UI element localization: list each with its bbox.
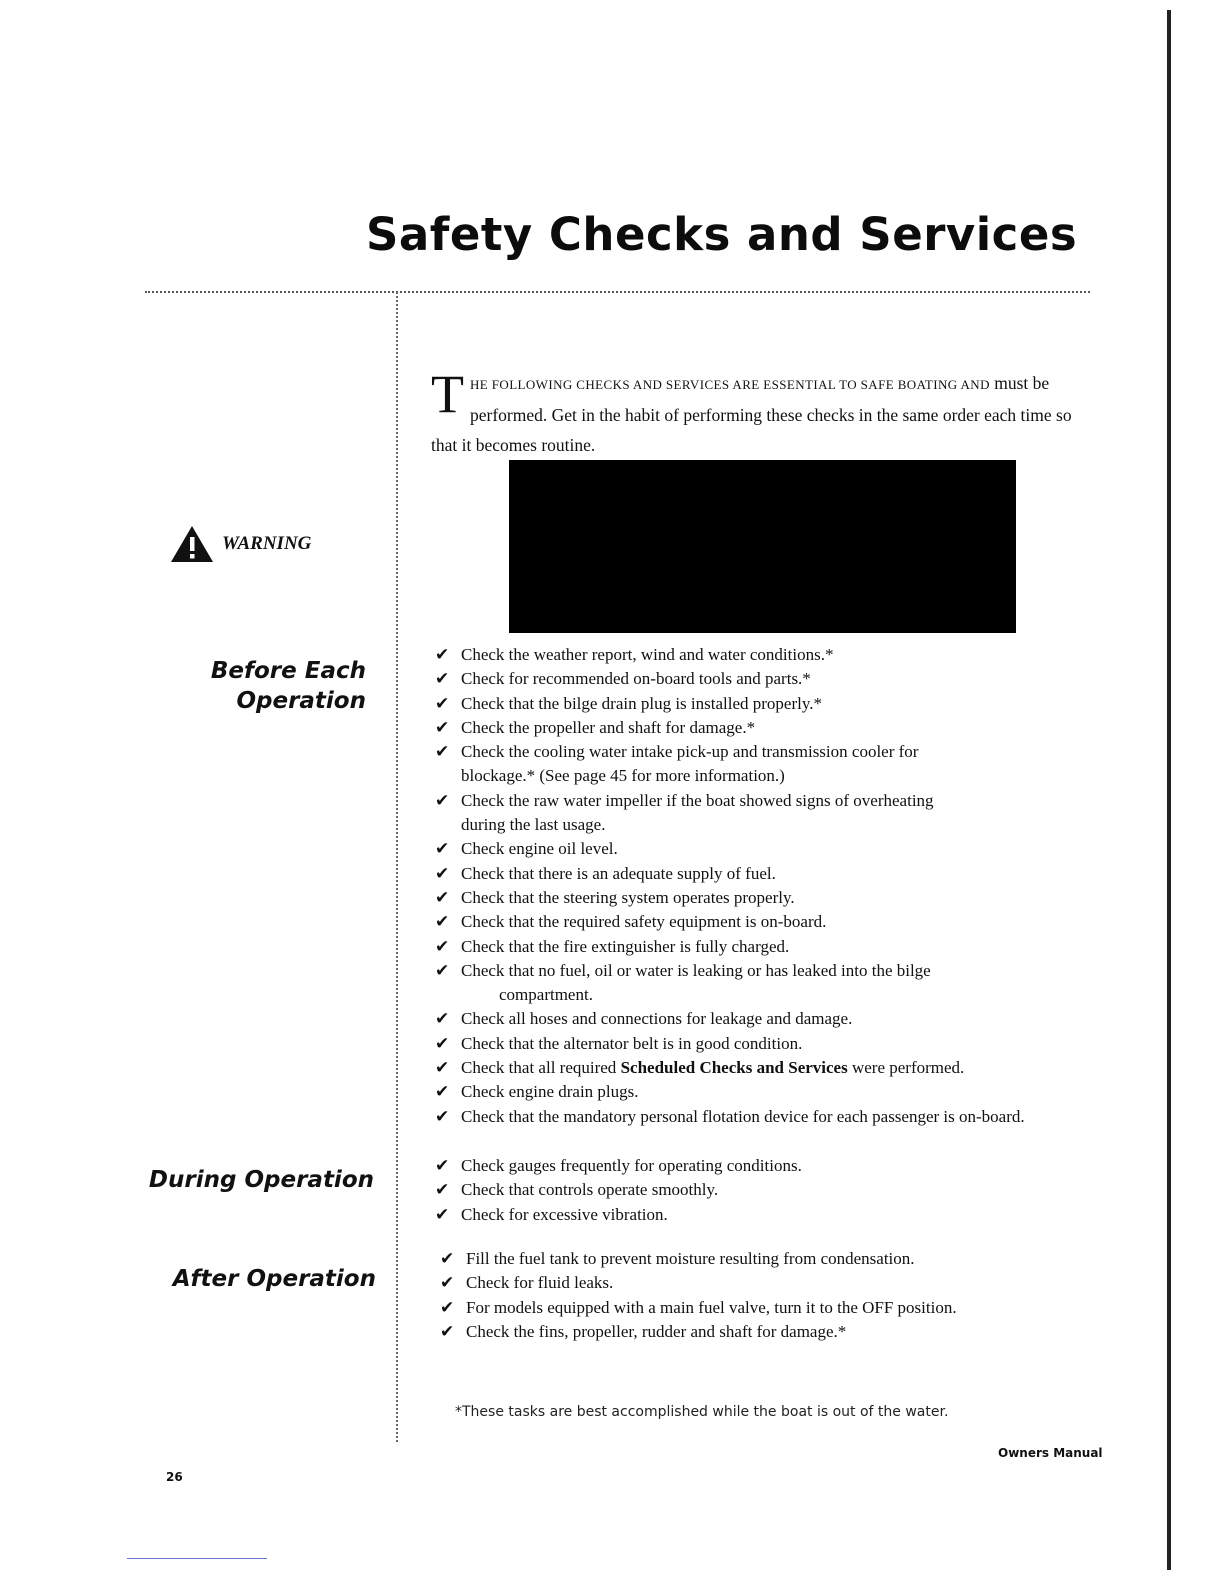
list-item: ✔ Check the fins, propeller, rudder and shaft for damage.* bbox=[440, 1320, 1120, 1344]
checkmark-icon: ✔ bbox=[435, 693, 450, 714]
checkmark-icon: ✔ bbox=[435, 863, 450, 884]
checkmark-icon: ✔ bbox=[435, 936, 450, 957]
checkmark-icon: ✔ bbox=[435, 887, 450, 908]
list-item: ✔ Fill the fuel tank to prevent moisture resulting from condensation. bbox=[440, 1247, 1120, 1271]
footer-manual-label: Owners Manual bbox=[998, 1446, 1103, 1460]
list-item: ✔ Check that there is an adequate supply of fuel. bbox=[435, 862, 1115, 886]
list-item: ✔ Check the cooling water intake pick-up and transmission cooler for blockage.* (See page 45 for more information.) bbox=[435, 742, 919, 786]
list-item: ✔ Check the propeller and shaft for damage.* bbox=[435, 716, 1115, 740]
checkmark-icon: ✔ bbox=[435, 1156, 450, 1176]
checkmark-icon: ✔ bbox=[435, 1082, 450, 1103]
checklist-before-each-operation bbox=[435, 643, 1115, 1129]
list-item: ✔ Check that all required Scheduled Checks and Services were performed. bbox=[435, 1056, 1115, 1080]
page-edge-shadow bbox=[1167, 10, 1171, 1570]
section-label-after-operation: After Operation bbox=[172, 1266, 376, 1292]
checkmark-icon: ✔ bbox=[435, 742, 450, 763]
checkmark-icon: ✔ bbox=[435, 645, 450, 665]
checkmark-icon: ✔ bbox=[435, 1106, 450, 1127]
checkmark-icon: ✔ bbox=[435, 790, 450, 811]
page-number: 26 bbox=[166, 1470, 183, 1484]
checkmark-icon: ✔ bbox=[440, 1249, 455, 1269]
list-item: ✔ Check for fluid leaks. bbox=[440, 1271, 1120, 1295]
checkmark-icon: ✔ bbox=[435, 717, 450, 738]
intro-paragraph bbox=[431, 364, 1093, 460]
list-item: ✔ Check that the alternator belt is in good condition. bbox=[435, 1032, 1115, 1056]
warning-heading bbox=[170, 525, 311, 563]
list-item: ✔ Check all hoses and connections for leakage and damage. bbox=[435, 1007, 1115, 1031]
checkmark-icon: ✔ bbox=[435, 1009, 450, 1030]
footnote: *These tasks are best accomplished while the boat is out of the water. bbox=[455, 1404, 949, 1420]
checkmark-icon: ✔ bbox=[435, 912, 450, 933]
list-item: ✔ Check that no fuel, oil or water is leaking or has leaked into the bilge compartment. bbox=[435, 960, 931, 1005]
title-dotted-rule bbox=[145, 291, 1090, 293]
intro-smallcaps: HE FOLLOWING CHECKS AND SERVICES ARE ESSENTIAL TO SAFE BOATING AND bbox=[470, 377, 990, 392]
checkmark-icon: ✔ bbox=[435, 1033, 450, 1054]
checkmark-icon: ✔ bbox=[435, 669, 450, 690]
checkmark-icon: ✔ bbox=[440, 1273, 455, 1294]
checkmark-icon: ✔ bbox=[435, 839, 450, 860]
list-item: ✔ Check that the bilge drain plug is installed properly.* bbox=[435, 692, 1115, 716]
scan-artifact-line bbox=[127, 1558, 267, 1559]
checkmark-icon: ✔ bbox=[435, 1058, 450, 1079]
list-item: ✔ Check the weather report, wind and water conditions.* bbox=[435, 643, 1115, 667]
column-dotted-divider bbox=[396, 292, 398, 1442]
list-item: ✔ For models equipped with a main fuel valve, turn it to the OFF position. bbox=[440, 1296, 1120, 1320]
list-item: ✔ Check that the fire extinguisher is fully charged. bbox=[435, 935, 1115, 959]
list-item: ✔ Check that controls operate smoothly. bbox=[435, 1178, 1115, 1202]
list-item: ✔ Check for recommended on-board tools and parts.* bbox=[435, 667, 1115, 691]
list-item: ✔ Check for excessive vibration. bbox=[435, 1203, 1115, 1227]
list-item: ✔ Check the raw water impeller if the boat showed signs of overheating during the last usage. bbox=[435, 790, 934, 835]
section-label-during-operation: During Operation bbox=[148, 1167, 374, 1193]
checkmark-icon: ✔ bbox=[440, 1321, 455, 1342]
checklist-after-operation bbox=[440, 1247, 1120, 1344]
section-label-before-each-operation: Before Each Operation bbox=[210, 658, 366, 714]
checkmark-icon: ✔ bbox=[435, 1204, 450, 1225]
list-item: ✔ Check that the required safety equipment is on-board. bbox=[435, 910, 1115, 934]
list-item: ✔ Check that the steering system operates properly. bbox=[435, 886, 1115, 910]
intro-rest: must be performed. Get in the habit of performing these checks in the same order each time so that it becomes routine. bbox=[431, 373, 1072, 455]
checkmark-icon: ✔ bbox=[435, 960, 450, 981]
checkmark-icon: ✔ bbox=[440, 1297, 455, 1318]
checkmark-icon: ✔ bbox=[435, 1180, 450, 1201]
warning-label: WARNING bbox=[222, 533, 312, 554]
list-item: ✔ Check that the mandatory personal flotation device for each passenger is on-board. bbox=[435, 1105, 1115, 1129]
redacted-warning-box bbox=[509, 460, 1016, 633]
warning-triangle-icon bbox=[170, 525, 214, 563]
checklist-during-operation bbox=[435, 1154, 1115, 1227]
page-title: Safety Checks and Services bbox=[366, 208, 1078, 261]
intro-dropcap: T bbox=[431, 364, 464, 424]
list-item: ✔ Check engine oil level. bbox=[435, 837, 1115, 861]
list-item: ✔ Check gauges frequently for operating conditions. bbox=[435, 1154, 1115, 1178]
list-item: ✔ Check engine drain plugs. bbox=[435, 1080, 1115, 1104]
